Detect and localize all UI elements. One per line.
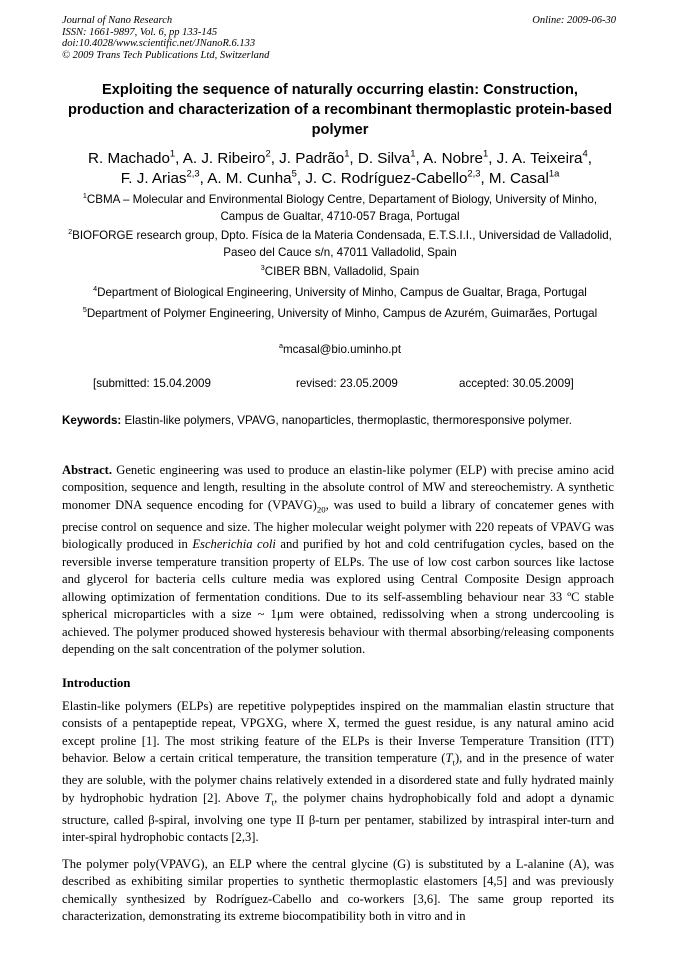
affiliation: $^3$CIBER BBN, Valladolid, Spain xyxy=(260,262,420,278)
section-heading: Introduction xyxy=(62,676,131,690)
author: M. Casal$^{1a}$ xyxy=(488,167,560,187)
keywords xyxy=(62,413,614,429)
author-list: R. Machado$^1$, A. J. Ribeiro$^2$, J. Padrão$^1$, D. Silva$^1$, A. Nobre$^1$, J. A. Teixeira$^4$, F. J. Arias$^{2,3}$, A. M. Cunha$^5$, J. C. Rodríguez-Cabello$^{2,3}$, M. Casal$^{1a}$ xyxy=(88,147,592,187)
intro-paragraph: The polymer poly(VPAVG), an ELP where the central glycine (G) is substituted by a L-alanine (A), was described as exhibiting similar properties to synthetic thermoplastic elastomers [4,5] and was previously chemically synthesized by Rodríguez-Cabello and co-workers [3,6]. The same group reported its characterization, demonstrating its extreme biocompatibility both in vitro and in xyxy=(62,857,614,924)
author: A. J. Ribeiro$^2$ xyxy=(182,147,271,167)
journal-name: Journal of Nano Research xyxy=(62,15,173,26)
journal-doi: doi:10.4028/www.scientific.net/JNanoR.6.133 xyxy=(62,38,256,49)
abstract: Abstract. Genetic engineering was used to produce an elastin-like polymer (ELP) with precise amino acid composition, sequence and length, resulting in the absolute control of MW and stereochemistry. A synthetic monomer DNA sequence encoding for $(VPAVG)_{20}$, was used to build a library of concatemer genes with precise control on sequence and size. The higher molecular weight polymer with 220 repeats of VPAVG was biologically produced in Escherichia coli and purified by hot and cold centrifugation cycles, based on the reversible inverse temperature transition property of ELPs. The use of low cost carbon sources like lactose and glycerol for bacteria cells culture media was explored using Central Composite Design approach allowing optimization of fermentation conditions. Due to its self-assembling behaviour near 33 ºC stable spherical microparticles with a size ~ 1μm were obtained, redissolving when a strong undercooling is achieved. The polymer produced showed hysteresis behaviour with thermal absorbing/releasing components depending on the salt concentration of the polymer solution. xyxy=(62,463,614,657)
revised-date: revised: 23.05.2009 xyxy=(296,377,398,390)
paper-title: Exploiting the sequence of naturally occurring elastin: Construction, production and characterization of a recombinant thermoplastic protein-based polymer xyxy=(67,82,613,138)
author: D. Silva$^1$ xyxy=(357,147,416,167)
affiliation: $^5$Department of Polymer Engineering, University of Minho, Campus de Azurém, Guimarães, Portugal xyxy=(82,304,598,320)
journal-header xyxy=(62,15,269,61)
journal-issn: ISSN: 1661-9897, Vol. 6, pp 133-145 xyxy=(62,26,218,38)
intro-paragraph: Elastin-like polymers (ELPs) are repetitive polypeptides inspired on the mammalian elastin structure that consists of a pentapeptide repeat, VPGXG, where X, termed the guest residue, is any natural amino acid except proline [1]. The most striking feature of the ELPs is their Inverse Temperature Transition (ITT) behavior. Below a certain critical temperature, the transition temperature $(T_t)$, and in the presence of water they are soluble, with the polymer chains relatively extended in a disordered state and fully hydrated mainly by hydrophobic hydration [2]. Above $T_t$, the polymer chains hydrophobically fold and adopt a dynamic structure, called β-spiral, involving one type II β-turn per pentamer, stabilized by intraspiral inter-turn and inter-spiral hydrophobic contacts [2,3]. xyxy=(62,699,614,845)
author: F. J. Arias$^{2,3}$ xyxy=(120,167,200,187)
abstract-label: Abstract. xyxy=(62,463,113,477)
affiliation: $^2$BIOFORGE research group, Dpto. Física de la Materia Condensada, E.T.S.I.I., Universidad de Valladolid, Paseo del Cauce s/n, 47011 Valladolid, Spain xyxy=(68,226,612,259)
author: A. M. Cunha$^5$ xyxy=(207,167,297,187)
keywords-label: Keywords: xyxy=(62,414,122,427)
accepted-date: accepted: 30.05.2009] xyxy=(459,377,574,390)
journal-copyright: © 2009 Trans Tech Publications Ltd, Switzerland xyxy=(62,49,270,61)
affiliation: $^4$Department of Biological Engineering, University of Minho, Campus de Gualtar, Braga, Portugal xyxy=(93,283,587,299)
author: R. Machado$^1$ xyxy=(88,147,176,167)
author: A. Nobre$^1$ xyxy=(423,147,489,167)
author: J. A. Teixeira$^4$ xyxy=(496,147,588,167)
author: J. Padrão$^1$ xyxy=(279,147,350,167)
submitted-date: [submitted: 15.04.2009 xyxy=(93,377,211,390)
online-date: Online: 2009-06-30 xyxy=(532,15,616,26)
author: J. C. Rodríguez-Cabello$^{2,3}$ xyxy=(305,167,481,187)
keywords-text: Elastin-like polymers, VPAVG, nanoparticles, thermoplastic, thermoresponsive polymer. xyxy=(124,414,572,427)
corresponding-email[interactable]: $^a$mcasal@bio.uminho.pt xyxy=(278,340,402,356)
affiliation: $^1$CBMA – Molecular and Environmental Biology Centre, Departament of Biology, University of Minho, Campus de Gualtar, 4710-057 Braga, Portugal xyxy=(82,190,598,223)
